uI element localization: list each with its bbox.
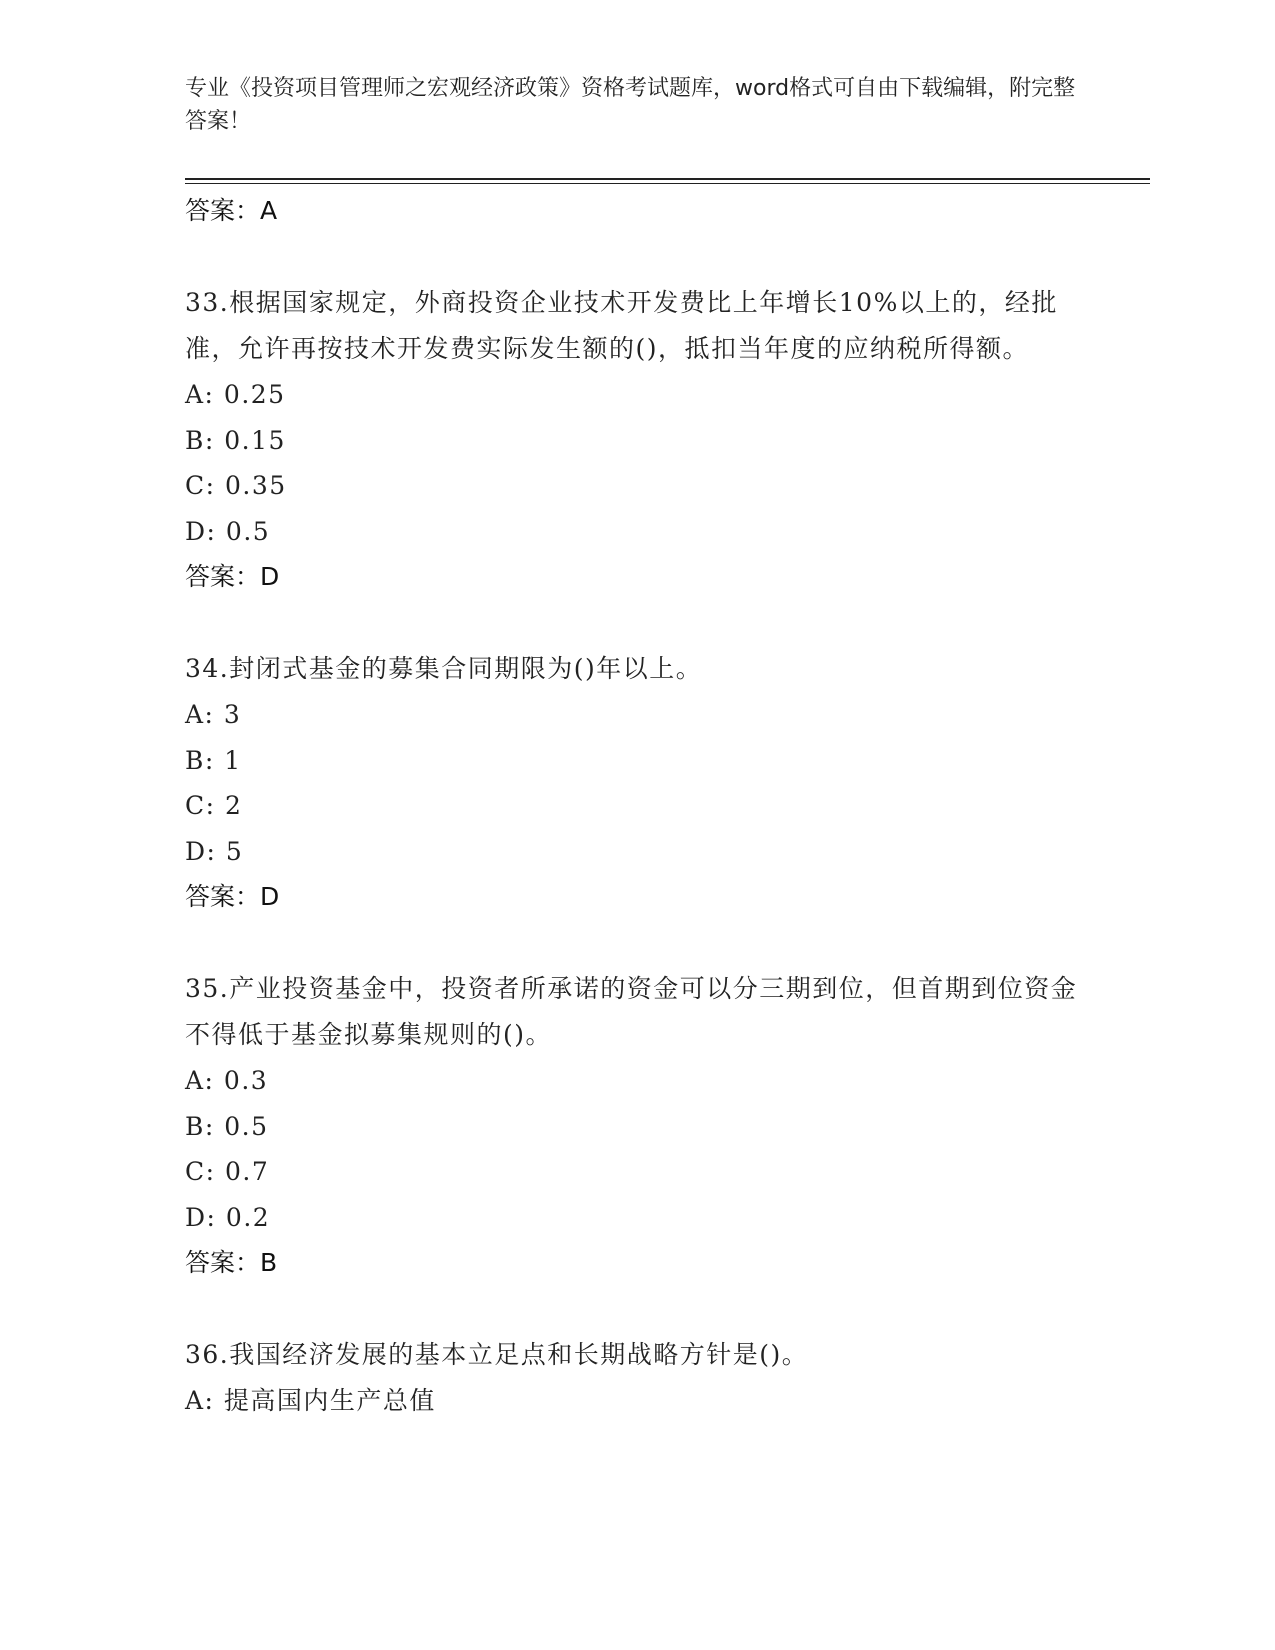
header-rule-thin <box>185 183 1150 184</box>
question-list <box>185 188 1085 1424</box>
question-text: 35.产业投资基金中，投资者所承诺的资金可以分三期到位，但首期到位资金不得低于基金拟募集规则的()。 <box>185 974 1078 1049</box>
option-d: D: 5 <box>185 836 244 866</box>
question-item <box>185 966 1085 1286</box>
option-a: A: 0.3 <box>185 1066 269 1095</box>
option-c: C: 0.7 <box>185 1157 270 1186</box>
option-d: D: 0.5 <box>185 516 271 546</box>
question-text: 34.封闭式基金的募集合同期限为()年以上。 <box>185 654 703 683</box>
document-header: 专业《投资项目管理师之宏观经济政策》资格考试题库，word格式可自由下载编辑，附完整答案！ <box>185 76 1076 134</box>
option-c: C: 0.35 <box>185 471 287 500</box>
question-item <box>185 1332 1085 1424</box>
question-text: 36.我国经济发展的基本立足点和长期战略方针是()。 <box>185 1340 809 1369</box>
option-b: B: 1 <box>185 745 242 775</box>
header-rule-thick <box>185 178 1150 180</box>
answer: 答案：D <box>185 882 280 911</box>
option-d: D: 0.2 <box>185 1202 271 1232</box>
option-a: A: 3 <box>185 700 242 729</box>
previous-answer: 答案：A <box>185 196 278 225</box>
question-item <box>185 280 1085 600</box>
option-b: B: 0.15 <box>185 425 286 455</box>
question-item <box>185 646 1085 920</box>
option-b: B: 0.5 <box>185 1111 269 1141</box>
answer: 答案：B <box>185 1248 278 1277</box>
answer: 答案：D <box>185 562 280 591</box>
option-a: A: 0.25 <box>185 380 286 409</box>
question-text: 33.根据国家规定，外商投资企业技术开发费比上年增长10%以上的，经批准，允许再按技术开发费实际发生额的()，抵扣当年度的应纳税所得额。 <box>185 288 1058 363</box>
option-c: C: 2 <box>185 791 243 820</box>
option-a: A: 提高国内生产总值 <box>185 1386 436 1415</box>
